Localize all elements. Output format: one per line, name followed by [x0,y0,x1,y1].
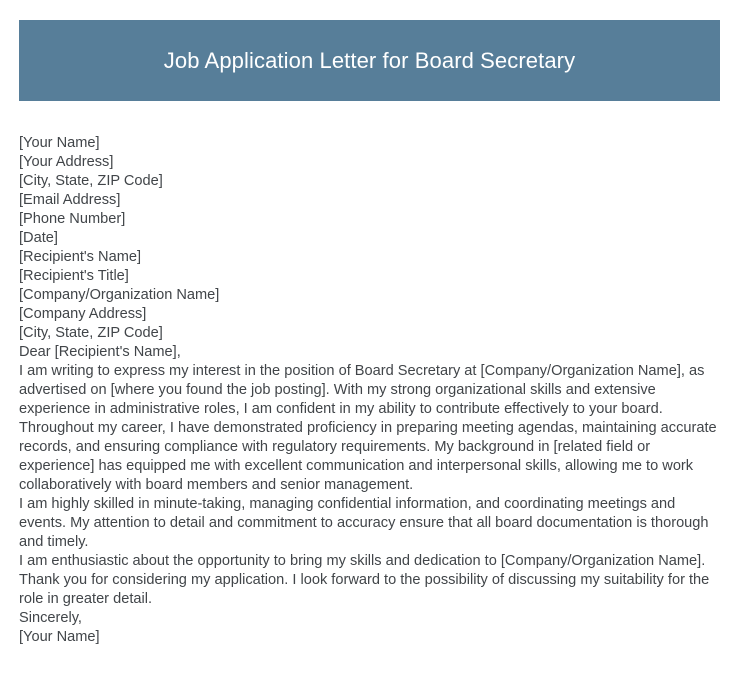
letter-line: Dear [Recipient's Name], [19,344,181,360]
letter-line: [Phone Number] [19,211,126,227]
letter-line: I am highly skilled in minute-taking, managing confidential information, and coordinating meetings and events. My attention to detail and commitment to accuracy ensure that all board documentation is thorough and timely. [19,496,713,550]
letter-line: [Your Name] [19,135,100,151]
letter-line: Throughout my career, I have demonstrated proficiency in preparing meeting agendas, maintaining accurate records, and ensuring compliance with regulatory requirements. My background in [related field or experience] has equipped me with excellent communication and interpersonal skills, allowing me to work collaboratively with board members and senior management. [19,420,721,493]
letter-line: [Company/Organization Name] [19,287,220,303]
letter-line: [Recipient's Name] [19,249,142,265]
letter-line: [City, State, ZIP Code] [19,173,163,189]
page-title: Job Application Letter for Board Secretary [163,47,576,73]
letter-body [19,134,721,647]
letter-line: I am writing to express my interest in the position of Board Secretary at [Company/Organization Name], as advertised on [where you found the job posting]. With my strong organizational skills and extensive experience in administrative roles, I am confident in my ability to contribute effectively to your board. [19,363,709,417]
document-header-banner [19,20,720,101]
letter-line: [Company Address] [19,306,147,322]
letter-line: [Recipient's Title] [19,268,129,284]
letter-line: [Date] [19,230,58,246]
letter-line: [City, State, ZIP Code] [19,325,163,341]
letter-line: [Email Address] [19,192,121,208]
letter-line: [Your Address] [19,154,114,170]
letter-line: [Your Name] [19,629,100,645]
letter-line: Sincerely, [19,610,82,626]
letter-line: I am enthusiastic about the opportunity to bring my skills and dedication to [Company/Organization Name]. Thank you for considering my application. I look forward to the possibility of discussing my suitability for the role in greater detail. [19,553,714,607]
